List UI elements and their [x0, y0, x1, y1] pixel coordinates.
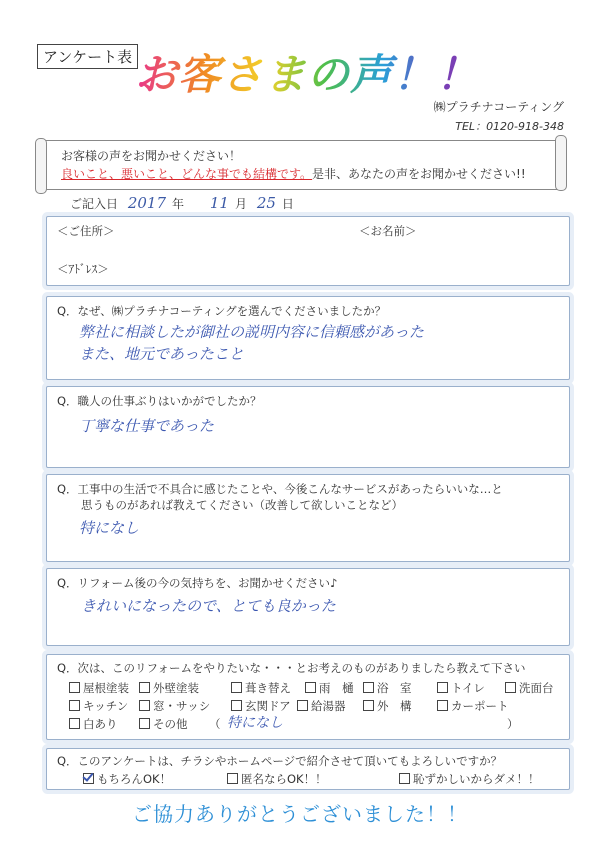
entry-month[interactable]: 11	[209, 194, 229, 212]
option-label: 窓・サッシ	[153, 699, 211, 713]
survey-tag: アンケート表	[37, 44, 138, 69]
option-termites[interactable]	[69, 716, 118, 732]
company-name: ㈱プラチナコーティング	[433, 100, 564, 114]
checkbox[interactable]	[69, 700, 80, 711]
question-6: Q．このアンケートは、チラシやホームページで紹介させて頂いてもよろしいですか？	[57, 754, 503, 768]
other-close-paren: ）	[507, 717, 519, 731]
option-water-heater[interactable]	[297, 698, 346, 714]
intro-line-2	[61, 165, 526, 182]
consent-ok[interactable]	[83, 771, 171, 787]
scroll-curl-left	[35, 138, 47, 194]
question-4-card	[46, 568, 570, 646]
page-title: お客さまの声！！	[135, 42, 479, 102]
question-1: Q．なぜ、㈱プラチナコーティングを選んでくださいましたか？	[57, 304, 387, 318]
option-toilet[interactable]	[437, 680, 485, 696]
option-carport[interactable]	[437, 698, 509, 714]
intro-line-1: お客様の声をお聞かせください！	[61, 149, 242, 163]
option-label: 匿名ならOK！！	[241, 772, 327, 786]
option-other[interactable]	[139, 716, 188, 732]
entry-day-label: 日	[281, 197, 294, 211]
consent-anonymous[interactable]	[227, 771, 327, 787]
checkbox[interactable]	[231, 682, 242, 693]
question-4: Q．リフォーム後の今の気持ちを、お聞かせください♪	[57, 576, 338, 590]
question-3-line-1: Q．工事中の生活で不具合に感じたことや、今後こんなサービスがあったらいいな…と	[57, 482, 503, 496]
option-window[interactable]	[139, 698, 210, 714]
answer-1-line-2[interactable]: また、地元であったこと	[79, 345, 244, 363]
checkbox[interactable]	[297, 700, 308, 711]
intro-banner	[40, 140, 562, 190]
option-label: 玄関ドア	[245, 699, 291, 713]
question-2-card	[46, 386, 570, 468]
option-exterior[interactable]	[363, 698, 412, 714]
option-label: 雨 樋	[319, 681, 354, 695]
checkbox[interactable]	[505, 682, 516, 693]
checkbox[interactable]	[231, 700, 242, 711]
thanks-message: ご協力ありがとうございました！！	[132, 802, 468, 826]
option-label: カーポート	[451, 699, 509, 713]
entry-day[interactable]: 25	[256, 194, 276, 212]
option-label: トイレ	[451, 681, 485, 695]
address-label: ＜ご住所＞	[57, 224, 115, 238]
intro-rest: 是非、あなたの声をお聞かせください!!	[312, 167, 526, 181]
checkbox[interactable]	[305, 682, 316, 693]
option-bathroom[interactable]	[363, 680, 412, 696]
question-3-card	[46, 474, 570, 562]
customer-info-card	[46, 216, 570, 286]
option-gutter[interactable]	[305, 680, 354, 696]
option-label: 白あり	[83, 717, 118, 731]
consent-no[interactable]	[399, 771, 540, 787]
answer-2[interactable]: 丁寧な仕事であった	[79, 417, 214, 435]
option-reroof[interactable]	[231, 680, 291, 696]
question-1-card	[46, 296, 570, 380]
answer-4[interactable]: きれいになったので、とても良かった	[81, 597, 336, 615]
checkbox[interactable]	[139, 682, 150, 693]
option-label: 浴 室	[377, 681, 412, 695]
question-3-line-2: 思うものがあれば教えてください（改善して欲しいことなど）	[81, 498, 403, 512]
checkbox-checked[interactable]	[83, 773, 94, 784]
checkbox[interactable]	[139, 718, 150, 729]
checkbox[interactable]	[69, 718, 80, 729]
entry-date	[70, 194, 294, 212]
scroll-curl-right	[555, 135, 567, 191]
other-open-paren: （	[209, 717, 221, 731]
option-label: 外壁塗装	[153, 681, 199, 695]
question-5-card	[46, 654, 570, 740]
checkbox[interactable]	[399, 773, 410, 784]
question-6-card	[46, 748, 570, 790]
option-label: 給湯器	[311, 699, 346, 713]
company-tel: TEL：0120-918-348	[455, 120, 564, 133]
option-label: 屋根塗装	[83, 681, 129, 695]
email-label: ＜ｱﾄﾞﾚｽ＞	[57, 262, 109, 276]
option-washstand[interactable]	[505, 680, 554, 696]
checkbox[interactable]	[437, 700, 448, 711]
option-label: 葺き替え	[245, 681, 291, 695]
option-kitchen[interactable]	[69, 698, 128, 714]
option-roof-paint[interactable]	[69, 680, 129, 696]
entry-date-label: ご記入日	[70, 197, 119, 211]
option-label: 洗面台	[519, 681, 554, 695]
answer-3[interactable]: 特になし	[79, 519, 140, 537]
option-label: もちろんOK！	[97, 772, 172, 786]
option-wall-paint[interactable]	[139, 680, 199, 696]
intro-emphasis: 良いこと、悪いこと、どんな事でも結構です。	[61, 167, 313, 181]
other-answer[interactable]: 特になし	[227, 715, 283, 731]
option-label: キッチン	[83, 699, 129, 713]
name-label: ＜お名前＞	[359, 224, 417, 238]
option-label: 外 構	[377, 699, 412, 713]
option-label: 恥ずかしいからダメ！！	[413, 772, 540, 786]
option-label: その他	[153, 717, 188, 731]
entry-year[interactable]: 2017	[127, 194, 167, 212]
question-5: Q．次は、このリフォームをやりたいな・・・とお考えのものがありましたら教えて下さい	[57, 661, 526, 675]
entry-year-label: 年	[172, 197, 185, 211]
answer-1-line-1[interactable]: 弊社に相談したが御社の説明内容に信頼感があった	[79, 323, 424, 341]
question-2: Q．職人の仕事ぶりはいかがでしたか？	[57, 394, 262, 408]
checkbox[interactable]	[69, 682, 80, 693]
checkbox[interactable]	[363, 700, 374, 711]
checkbox[interactable]	[227, 773, 238, 784]
entry-month-label: 月	[234, 197, 247, 211]
checkbox[interactable]	[437, 682, 448, 693]
checkbox[interactable]	[363, 682, 374, 693]
checkbox[interactable]	[139, 700, 150, 711]
